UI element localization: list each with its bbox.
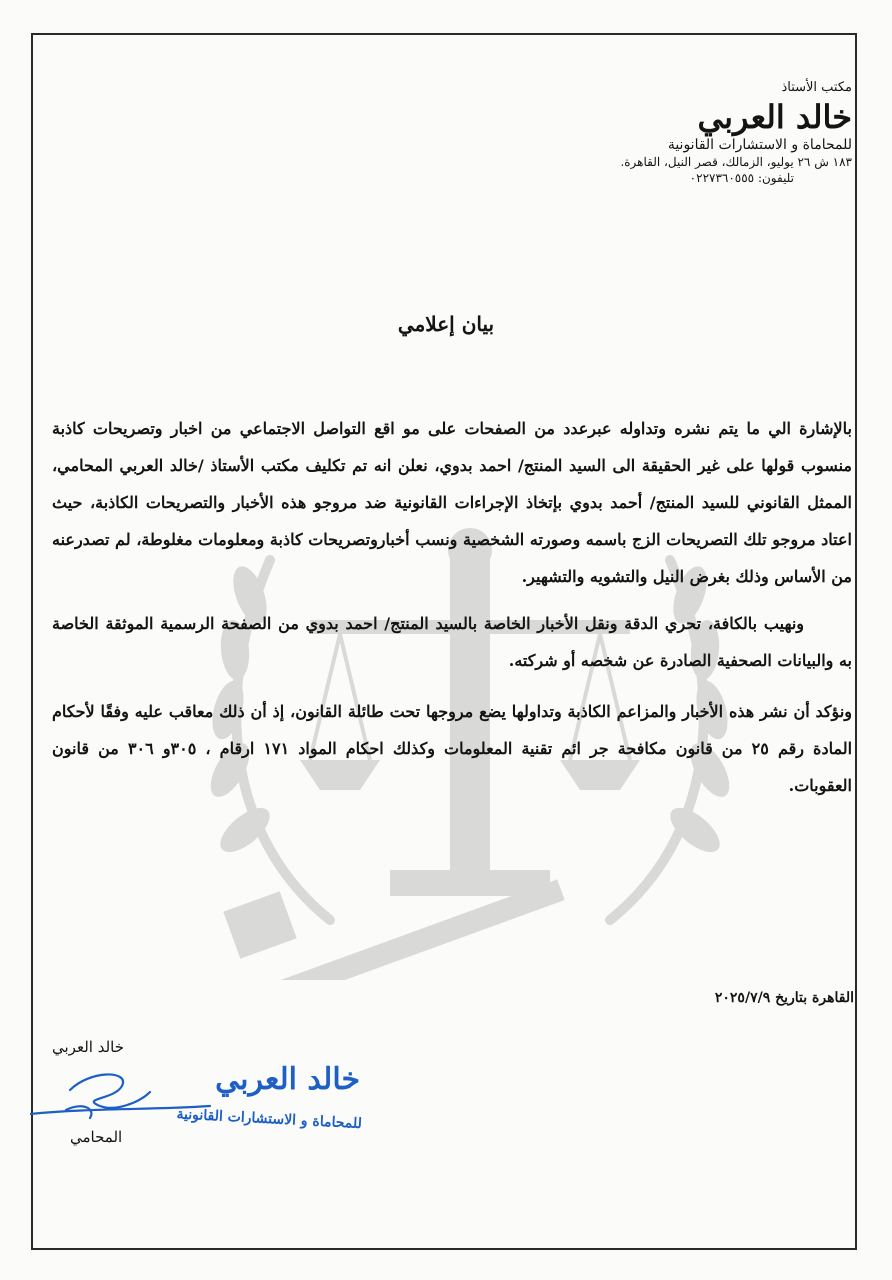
office-address: ١٨٣ ش ٢٦ يوليو، الزمالك، قصر النيل، القاهرة. [620,155,852,169]
letterhead-subtitle: للمحاماة و الاستشارات القانونية [667,137,852,153]
date-line: القاهرة بتاريخ ٢٠٢٥/٧/٩ [714,990,854,1006]
office-title: مكتب الأستاذ [781,80,852,95]
letterhead [532,80,852,186]
signatory-name: خالد العربي [52,1038,124,1056]
stamp-name: خالد العربي [215,1062,360,1097]
paragraph-2: ونهيب بالكافة، تحري الدقة ونقل الأخبار الخاصة بالسيد المنتج/ احمد بدوي من الصفحة الرسمية الموثقة الخاصة به والبيانات الصحفية الصادرة عن شخصه أو شركته. [52,614,852,670]
paragraph-1: بالإشارة الي ما يتم نشره وتداوله عبرعدد من الصفحات على مو اقع التواصل الاجتماعي من اخبار وتصريحات كاذبة منسوب قولها على غير الحقيقة الى السيد المنتج/ احمد بدوي، نعلن انه تم تكليف مكتب الأستاذ /خالد العربي المحامي، الممثل القانوني للسيد المنتج/ أحمد بدوي بإتخاذ الإجراءات القانونية ضد مروجو هذه الأخبار والتصريحات الكاذبة، حيث اعتاد مروجو تلك التصريحات الزج باسمه وصورته الشخصية ونسب أخباروتصريحات كاذبة ومعلومات مغلوطة، لم تصدرعنه من الأساس وذلك بغرض النيل والتشويه والتشهير. [52,419,852,586]
stamp-subtitle: للمحاماة و الاستشارات القانونية [176,1106,363,1133]
paragraph-3: ونؤكد أن نشر هذه الأخبار والمزاعم الكاذبة وتداولها يضع مروجها تحت طائلة القانون، إذ أن ذلك معاقب عليه وفقًا لأحكام المادة رقم ٢٥ من قانون مكافحة جر ائم تقنية المعلومات وكذلك احكام المواد ١٧١ ارقام ، ٣٠٥و ٣٠٦ من قانون العقوبات. [52,702,853,795]
document-title: بيان إعلامي [397,312,495,336]
signatory-role: المحامي [70,1128,123,1146]
letterhead-name: خالد العربي [697,98,852,136]
document-body [52,410,852,804]
office-phone: تليفون: ٠٢٢٧٣٦٠٥٥٥ [689,171,794,185]
